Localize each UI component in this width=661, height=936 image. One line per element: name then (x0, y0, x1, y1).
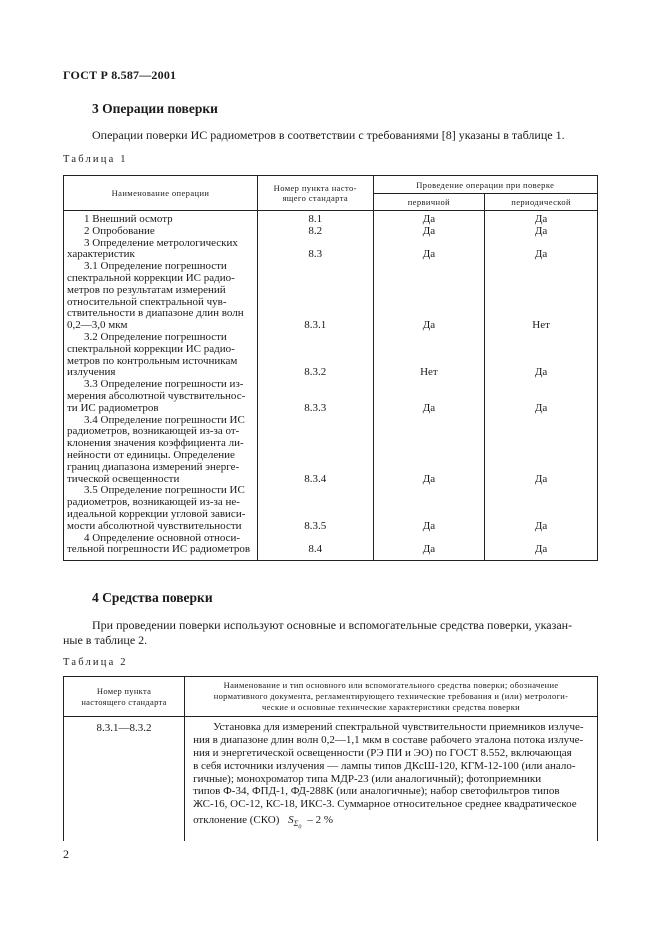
table-2 (63, 676, 598, 841)
primary-check-value: Да (422, 472, 436, 485)
primary-check-value: Да (422, 519, 436, 532)
description-line: ЖС-16, ОС-12, КС-18, ИКС-3. Суммарное относительное среднее квадратическое (193, 798, 577, 811)
table-2-caption: Таблица 2 (63, 657, 128, 668)
periodic-check-value: Да (534, 366, 548, 379)
periodic-check-value: Да (534, 519, 548, 532)
operation-text-line: 3 Определение метрологических (84, 236, 238, 249)
table-1-periodic-column (485, 211, 598, 561)
periodic-check-value: Да (534, 543, 548, 556)
table-1-caption: Таблица 1 (63, 154, 128, 165)
periodic-check-value: Нет (532, 319, 550, 332)
description-line: Установка для измерений спектральной чувствительности приемников излуче- (213, 721, 584, 733)
operation-text-line: 3.2 Определение погрешности (84, 330, 227, 343)
operation-text-line: характеристик (67, 248, 135, 261)
operation-text-line: нейности от единицы. Определение (67, 448, 235, 461)
periodic-check-value: Да (534, 401, 548, 414)
operation-text-line: радиометров, возникающей из-за не- (67, 496, 240, 509)
description-line: ния и энергетической освещенности (РЭ ПИ и ЭО) по ГОСТ 8.552, включающая (193, 746, 572, 759)
sko-symbol: $S_{\Sigma_0}$ (288, 814, 302, 832)
operation-text-line: клонения значения коэффициента ли- (67, 437, 244, 450)
table-1-item-column (257, 211, 373, 561)
primary-check-value: Нет (420, 366, 438, 379)
operation-text-line: 2 Опробование (84, 224, 155, 237)
table-1-primary-column (373, 211, 485, 561)
operation-text-line: излучения (67, 366, 116, 379)
table-2-item-cell: 8.3.1—8.3.2 (64, 717, 185, 841)
primary-check-value: Да (422, 319, 436, 332)
description-line: гичные); монохроматор типа МДР-23 (или аналогичный); фотоприемники (193, 772, 542, 785)
operation-text-line: 3.4 Определение погрешности ИС (84, 413, 245, 426)
primary-check-value: Да (422, 213, 436, 225)
table-1 (63, 175, 598, 561)
operation-text-line: тической освещенности (67, 472, 180, 485)
operation-text-line: 0,2—3,0 мкм (67, 319, 128, 332)
table-1-header-conduct: Проведение операции при поверке (373, 176, 597, 194)
primary-check-value: Да (422, 224, 436, 237)
description-line: ния в диапазоне длин волн 0,2—1,1 мкм в составе рабочего эталона потока излуче- (193, 733, 584, 746)
operation-text-line: тельной погрешности ИС радиометров (67, 543, 251, 556)
operation-text-line: спектральной коррекции ИС радио- (67, 271, 235, 284)
table-1-header-periodic: периодической (485, 194, 598, 211)
operation-text-line: идеальной коррекции угловой зависи- (67, 507, 246, 520)
document-header: ГОСТ Р 8.587—2001 (63, 68, 177, 82)
table-2-header-description: Наименование и тип основного или вспомогательного средства поверки; обозначение нормативного документа, регламентирующего технические требования и (или) метрологи- ческие и основные технические характеристики средства поверки (185, 677, 598, 717)
operation-text-line: 3.1 Определение погрешности (84, 260, 227, 273)
primary-check-value: Да (422, 543, 436, 556)
operation-item-number: 8.3.3 (304, 401, 327, 414)
section-3-text: Операции поверки ИС радиометров в соответствии с требованиями [8] указаны в таблице 1. (92, 128, 565, 142)
operation-item-number: 8.3.5 (304, 519, 327, 532)
description-line: типов Ф-34, ФПД-1, ФД-288К (или аналогичные); набор светофильтров типов (193, 785, 560, 798)
table-1-header-item: Номер пункта насто- ящего стандарта (257, 176, 373, 211)
operation-text-line: мости абсолютной чувствительности (67, 519, 242, 532)
operation-item-number: 8.3 (308, 248, 323, 261)
operation-text-line: метров по контрольным источникам (67, 354, 238, 367)
operation-item-number: 8.3.4 (304, 472, 327, 485)
operation-item-number: 8.4 (308, 543, 323, 556)
operation-text-line: ти ИС радиометров (67, 401, 159, 414)
operation-item-number: 8.3.2 (304, 366, 327, 379)
description-last-line: отклонение (СКО) $S_{\Sigma_0}-$ 2 % (193, 814, 334, 832)
table-2-header-item: Номер пункта настоящего стандарта (64, 677, 185, 717)
operation-item-number: 8.2 (308, 224, 323, 237)
operation-text-line: ствительности в диапазоне длин волн (67, 307, 244, 320)
table-2-description-cell (185, 717, 598, 841)
operation-text-line: спектральной коррекции ИС радио- (67, 342, 235, 355)
section-4-text-line-1: При проведении поверки используют основные и вспомогательные средства поверки, указан- (92, 618, 573, 632)
section-4-text-line-2: ные в таблице 2. (63, 633, 148, 647)
operation-text-line: 1 Внешний осмотр (84, 213, 173, 225)
operation-text-line: мерения абсолютной чувствительнос- (67, 389, 246, 402)
table-1-operations-column (64, 211, 258, 561)
table-1-header-primary: первичной (373, 194, 485, 211)
section-3-title: 3 Операции поверки (92, 101, 218, 116)
table-1-header-name: Наименование операции (64, 176, 258, 211)
periodic-check-value: Да (534, 472, 548, 485)
periodic-check-value: Да (534, 224, 548, 237)
operation-text-line: 3.3 Определение погрешности из- (84, 378, 244, 391)
periodic-check-value: Да (534, 248, 548, 261)
operation-item-number: 8.3.1 (304, 319, 327, 332)
operation-text-line: 4 Определение основной относи- (84, 531, 241, 544)
operation-text-line: 3.5 Определение погрешности ИС (84, 484, 245, 497)
periodic-check-value: Да (534, 213, 548, 225)
operation-text-line: границ диапазона измерений энерге- (67, 460, 240, 473)
operation-text-line: относительной спектральной чув- (67, 295, 227, 308)
operation-text-line: радиометров, возникающей из-за от- (67, 425, 240, 438)
primary-check-value: Да (422, 248, 436, 261)
operation-text-line: метров по результатам измерений (67, 283, 226, 296)
page-number: 2 (63, 847, 69, 861)
section-4-title: 4 Средства поверки (92, 590, 213, 605)
primary-check-value: Да (422, 401, 436, 414)
description-line: в себя источники излучения — лампы типов ДКсШ-120, КГМ-12-100 (или анало- (193, 759, 576, 772)
operation-item-number: 8.1 (308, 213, 323, 225)
